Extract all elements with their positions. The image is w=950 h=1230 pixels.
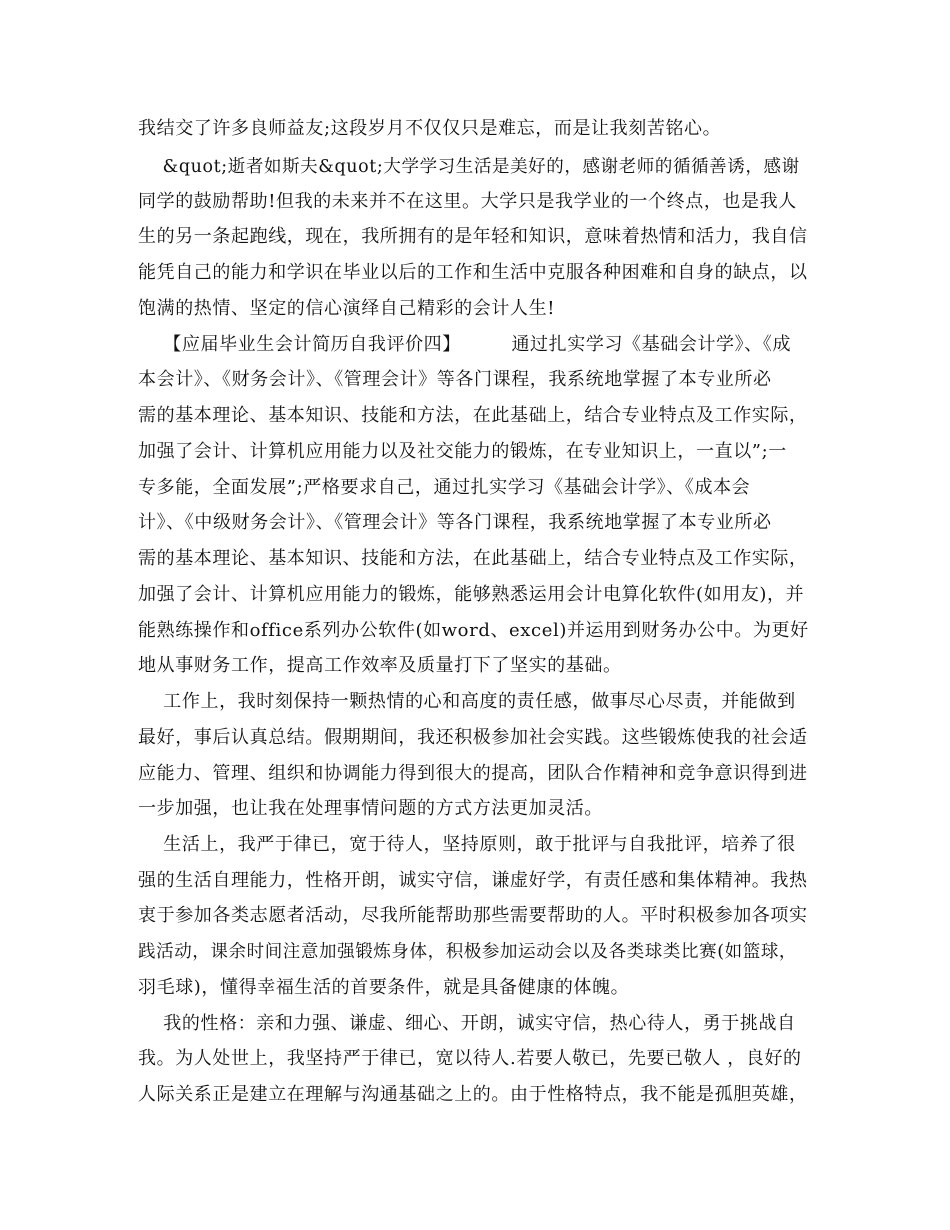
text-line: 最好，事后认真总结。假期期间，我还积极参加社会实践。这些锻炼使我的社会适 <box>138 727 808 748</box>
text-line: 衷于参加各类志愿者活动，尽我所能帮助那些需要帮助的人。平时积极参加各项实 <box>138 905 808 926</box>
text-line: 同学的鼓励帮助!但我的未来并不在这里。大学只是我学业的一个终点，也是我人 <box>138 191 797 212</box>
text-line: 工作上，我时刻保持一颗热情的心和高度的责任感，做事尽心尽责，并能做到 <box>138 691 796 712</box>
text-line: 加强了会计、计算机应用能力的锻炼，能够熟悉运用会计电算化软件(如用友)，并 <box>138 584 805 605</box>
text-line: 计》、《中级财务会计》、《管理会计》等各门课程，我系统地掌握了本专业所必 <box>138 512 772 533</box>
text-line: 强的生活自理能力，性格开朗，诚实守信，谦虚好学，有责任感和集体精神。我热 <box>138 870 808 891</box>
text-line: 人际关系正是建立在理解与沟通基础之上的。由于性格特点，我不能是孤胆英雄， <box>138 1084 808 1105</box>
text-line: 一步加强，也让我在处理事情问题的方式方法更加灵活。 <box>138 798 603 819</box>
text-line: 我。为人处世上，我坚持严于律已，宽以待人.若要人敬已，先要已敬人 ，良好的 <box>138 1048 802 1069</box>
text-line: 生的另一条起跑线，现在，我所拥有的是年轻和知识，意味着热情和活力，我自信 <box>138 226 808 247</box>
text-line: 践活动，课余时间注意加强锻炼身体，积极参加运动会以及各类球类比赛(如篮球， <box>138 942 798 962</box>
text-line: 应能力、管理、组织和协调能力得到很大的提高，团队合作精神和竞争意识得到进 <box>138 763 808 784</box>
text-line: 我结交了许多良师益友;这段岁月不仅仅只是难忘，而是让我刻苦铭心。 <box>138 118 722 139</box>
text-line: 能凭自己的能力和学识在毕业以后的工作和生活中克服各种困难和自身的缺点，以 <box>138 262 808 283</box>
text-line: 我的性格：亲和力强、谦虚、细心、开朗，诚实守信，热心待人，勇于挑战自 <box>138 1013 796 1034</box>
text-line: 需的基本理论、基本知识、技能和方法，在此基础上，结合专业特点及工作实际， <box>138 548 808 569</box>
text-line: 能熟练操作和office系列办公软件(如word、excel)并运用到财务办公中。为更好 <box>138 620 809 641</box>
text-line: 本会计》、《财务会计》、《管理会计》等各门课程，我系统地掌握了本专业所必 <box>138 369 772 390</box>
text-line: 羽毛球)，懂得幸福生活的首要条件，就是具备健康的体魄。 <box>138 977 630 998</box>
text-line: 饱满的热情、坚定的信心演绎自己精彩的会计人生! <box>138 298 556 319</box>
section-heading-line: 【应届毕业生会计简历自我评价四】 通过扎实学习《基础会计学》、《成 <box>138 334 792 355</box>
text-line: 生活上，我严于律已，宽于待人，坚持原则，敢于批评与自我批评，培养了很 <box>138 834 796 855</box>
text-line: 地从事财务工作，提高工作效率及质量打下了坚实的基础。 <box>138 655 622 676</box>
text-line: 需的基本理论、基本知识、技能和方法，在此基础上，结合专业特点及工作实际， <box>138 405 808 426</box>
text-line: 加强了会计、计算机应用能力以及社交能力的锻炼，在专业知识上，一直以”;一 <box>138 441 787 462</box>
text-line: 专多能，全面发展”;严格要求自己，通过扎实学习《基础会计学》、《成本会 <box>138 477 751 498</box>
text-line: &quot;逝者如斯夫&quot;大学学习生活是美好的，感谢老师的循循善诱，感谢 <box>138 157 800 177</box>
